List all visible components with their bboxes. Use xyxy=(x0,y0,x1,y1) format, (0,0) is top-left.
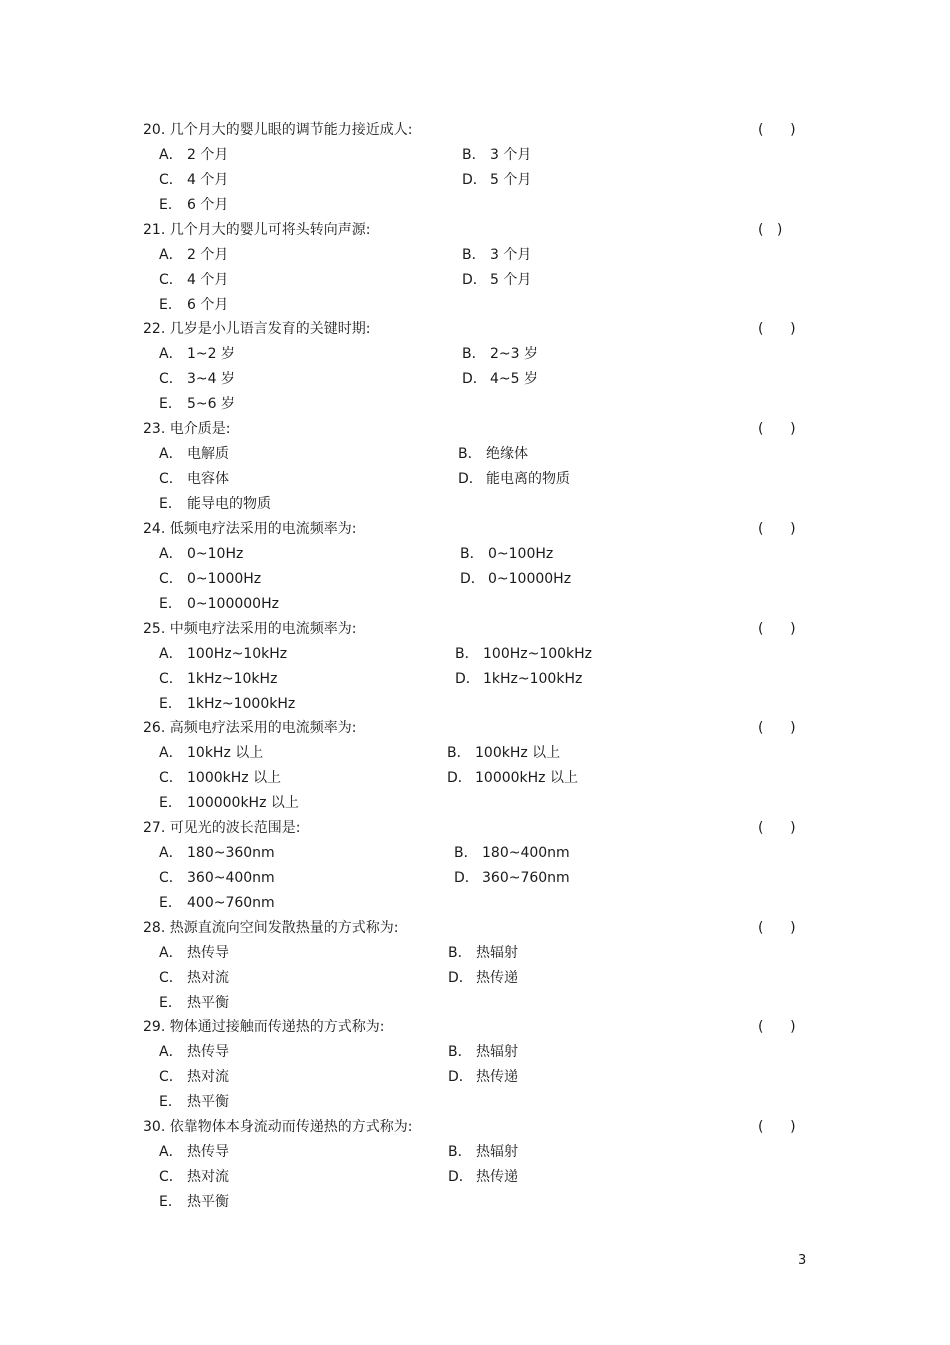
option-d xyxy=(455,668,582,690)
option-e xyxy=(159,992,229,1014)
option-a xyxy=(159,742,263,764)
option-text: 0~100Hz xyxy=(488,545,554,562)
option-c xyxy=(159,1066,229,1088)
option-b xyxy=(462,144,531,166)
option-a xyxy=(159,942,229,964)
option-b xyxy=(462,244,531,266)
option-d xyxy=(448,1166,518,1188)
option-letter: B． xyxy=(454,844,478,861)
option-text: 热平衡 xyxy=(187,1094,229,1111)
option-letter: E． xyxy=(159,1194,182,1210)
option-text: 100Hz~100kHz xyxy=(483,645,593,662)
option-letter: E． xyxy=(159,695,182,712)
option-c xyxy=(159,668,277,690)
option-c xyxy=(159,368,235,390)
question-stem: 30. 依靠物体本身流动而传递热的方式称为: xyxy=(143,1119,413,1135)
question-25 xyxy=(0,618,950,718)
question-stem: 28. 热源直流向空间发散热量的方式称为: xyxy=(143,919,399,936)
option-a xyxy=(159,842,275,864)
option-e xyxy=(159,194,228,216)
option-b xyxy=(448,942,518,964)
option-text: 热传递 xyxy=(476,1069,518,1086)
question-28 xyxy=(0,917,950,1017)
option-letter: A． xyxy=(159,844,183,861)
option-text: 5~6 岁 xyxy=(187,396,235,413)
option-text: 6 个月 xyxy=(187,296,229,313)
option-c xyxy=(159,1166,229,1188)
option-letter: D． xyxy=(460,570,485,587)
option-b xyxy=(448,1041,518,1063)
option-e xyxy=(159,493,271,515)
question-23 xyxy=(0,418,950,518)
option-letter: A． xyxy=(159,1144,183,1160)
option-b xyxy=(458,443,528,465)
question-stem: 21. 几个月大的婴儿可将头转向声源: xyxy=(143,221,371,238)
option-text: 电解质 xyxy=(187,446,229,463)
option-d xyxy=(462,269,531,291)
option-letter: E． xyxy=(159,595,182,612)
option-letter: A． xyxy=(159,645,183,662)
option-text: 0~10Hz xyxy=(187,545,244,562)
option-letter: A． xyxy=(159,545,183,562)
option-letter: D． xyxy=(462,271,487,288)
option-text: 热辐射 xyxy=(476,1144,518,1160)
option-c xyxy=(159,468,229,490)
option-c xyxy=(159,767,281,789)
option-c xyxy=(159,967,229,989)
option-b xyxy=(462,343,538,365)
option-letter: A． xyxy=(159,147,183,163)
option-text: 1kHz~10kHz xyxy=(187,670,278,687)
option-b xyxy=(460,543,553,565)
option-text: 360~400nm xyxy=(187,869,275,886)
option-a xyxy=(159,643,287,665)
option-a xyxy=(159,144,228,166)
option-text: 热平衡 xyxy=(187,1194,229,1210)
option-letter: A． xyxy=(159,944,183,961)
option-letter: A． xyxy=(159,446,183,463)
option-letter: B． xyxy=(455,645,479,662)
option-text: 360~760nm xyxy=(482,869,570,886)
option-letter: D． xyxy=(455,670,480,687)
question-22 xyxy=(0,318,950,418)
option-e xyxy=(159,792,299,814)
option-letter: D． xyxy=(447,770,472,787)
option-text: 0~10000Hz xyxy=(488,570,572,587)
option-d xyxy=(447,767,578,789)
option-d xyxy=(460,568,571,590)
option-letter: A． xyxy=(159,346,183,363)
option-letter: D． xyxy=(448,1169,473,1185)
option-e xyxy=(159,294,228,316)
option-text: 能导电的物质 xyxy=(187,496,271,513)
option-letter: D． xyxy=(454,869,479,886)
option-letter: B． xyxy=(462,246,486,263)
question-29 xyxy=(0,1016,950,1116)
option-text: 4~5 岁 xyxy=(490,371,538,388)
option-letter: C． xyxy=(159,969,183,986)
question-stem: 26. 高频电疗法采用的电流频率为: xyxy=(143,720,357,737)
option-b xyxy=(455,643,592,665)
option-letter: B． xyxy=(447,745,471,762)
option-text: 100Hz~10kHz xyxy=(187,645,288,662)
question-21 xyxy=(0,219,950,319)
answer-blank: ( ) xyxy=(758,122,796,138)
option-text: 400~760nm xyxy=(187,894,275,911)
answer-blank: ( ) xyxy=(758,221,783,238)
option-a xyxy=(159,244,228,266)
option-c xyxy=(159,867,275,889)
option-letter: D． xyxy=(462,371,487,388)
option-text: 2 个月 xyxy=(187,246,229,263)
option-text: 1000kHz 以上 xyxy=(187,770,282,787)
answer-blank: ( ) xyxy=(758,1019,796,1036)
question-stem: 25. 中频电疗法采用的电流频率为: xyxy=(143,620,357,637)
option-text: 10kHz 以上 xyxy=(187,745,264,762)
option-letter: B． xyxy=(448,944,472,961)
option-text: 1kHz~1000kHz xyxy=(187,695,296,712)
option-text: 10000kHz 以上 xyxy=(475,770,578,787)
option-b xyxy=(448,1141,518,1163)
option-text: 电容体 xyxy=(187,471,229,488)
option-b xyxy=(454,842,570,864)
option-letter: C． xyxy=(159,471,183,488)
option-text: 热平衡 xyxy=(187,994,229,1011)
option-letter: E． xyxy=(159,197,182,213)
option-d xyxy=(462,368,538,390)
option-e xyxy=(159,693,295,715)
question-stem: 27. 可见光的波长范围是: xyxy=(143,819,301,836)
option-letter: E． xyxy=(159,496,182,513)
option-letter: C． xyxy=(159,869,183,886)
answer-blank: ( ) xyxy=(758,720,796,737)
question-24 xyxy=(0,518,950,618)
option-text: 5 个月 xyxy=(490,172,532,188)
option-text: 热对流 xyxy=(187,969,229,986)
option-a xyxy=(159,543,243,565)
question-20 xyxy=(0,119,950,219)
option-text: 热对流 xyxy=(187,1169,229,1185)
answer-blank: ( ) xyxy=(758,819,796,836)
option-c xyxy=(159,169,228,191)
option-letter: E． xyxy=(159,1094,182,1111)
option-letter: A． xyxy=(159,745,183,762)
answer-blank: ( ) xyxy=(758,321,796,338)
option-d xyxy=(448,967,518,989)
option-letter: C． xyxy=(159,271,183,288)
option-d xyxy=(458,468,570,490)
option-c xyxy=(159,568,261,590)
option-text: 热传导 xyxy=(187,1044,229,1061)
answer-blank: ( ) xyxy=(758,620,796,637)
option-text: 1kHz~100kHz xyxy=(483,670,583,687)
question-30 xyxy=(0,1116,950,1216)
option-letter: C． xyxy=(159,770,183,787)
option-a xyxy=(159,343,235,365)
option-text: 180~400nm xyxy=(482,844,570,861)
question-stem: 24. 低频电疗法采用的电流频率为: xyxy=(143,520,357,537)
option-text: 热辐射 xyxy=(476,944,518,961)
option-letter: B． xyxy=(462,346,486,363)
option-text: 4 个月 xyxy=(187,172,229,188)
option-letter: C． xyxy=(159,570,183,587)
option-text: 0~1000Hz xyxy=(187,570,262,587)
option-e xyxy=(159,593,279,615)
question-stem: 23. 电介质是: xyxy=(143,421,231,438)
option-a xyxy=(159,443,229,465)
option-text: 3 个月 xyxy=(490,246,532,263)
option-text: 绝缘体 xyxy=(486,446,528,463)
option-letter: C． xyxy=(159,1069,183,1086)
answer-blank: ( ) xyxy=(758,919,796,936)
answer-blank: ( ) xyxy=(758,421,796,438)
option-c xyxy=(159,269,228,291)
option-letter: C． xyxy=(159,1169,183,1185)
option-letter: B． xyxy=(458,446,482,463)
option-letter: D． xyxy=(458,471,483,488)
option-letter: D． xyxy=(448,969,473,986)
option-text: 热对流 xyxy=(187,1069,229,1086)
option-text: 热传递 xyxy=(476,969,518,986)
option-letter: D． xyxy=(448,1069,473,1086)
answer-blank: ( ) xyxy=(758,520,796,537)
option-e xyxy=(159,892,275,914)
option-d xyxy=(454,867,570,889)
option-letter: E． xyxy=(159,396,182,413)
option-text: 4 个月 xyxy=(187,271,229,288)
option-d xyxy=(448,1066,518,1088)
option-text: 100000kHz 以上 xyxy=(187,795,299,812)
option-text: 100kHz 以上 xyxy=(475,745,561,762)
option-letter: E． xyxy=(159,994,182,1011)
option-letter: E． xyxy=(159,894,182,911)
option-letter: D． xyxy=(462,172,487,188)
option-text: 3~4 岁 xyxy=(187,371,235,388)
option-letter: C． xyxy=(159,371,183,388)
option-letter: B． xyxy=(448,1144,472,1160)
option-text: 180~360nm xyxy=(187,844,275,861)
option-a xyxy=(159,1141,229,1163)
option-text: 能电离的物质 xyxy=(486,471,570,488)
option-text: 5 个月 xyxy=(490,271,532,288)
option-text: 热辐射 xyxy=(476,1044,518,1061)
option-e xyxy=(159,393,235,415)
option-text: 热传导 xyxy=(187,944,229,961)
option-letter: B． xyxy=(448,1044,472,1061)
option-letter: B． xyxy=(460,545,484,562)
option-text: 1~2 岁 xyxy=(187,346,235,363)
option-e xyxy=(159,1191,229,1213)
option-letter: E． xyxy=(159,795,182,812)
question-27 xyxy=(0,817,950,917)
question-stem: 22. 几岁是小儿语言发育的关键时期: xyxy=(143,321,371,338)
option-letter: A． xyxy=(159,1044,183,1061)
question-stem: 20. 几个月大的婴儿眼的调节能力接近成人: xyxy=(143,122,413,138)
option-text: 热传导 xyxy=(187,1144,229,1160)
option-text: 2~3 岁 xyxy=(490,346,538,363)
answer-blank: ( ) xyxy=(758,1119,796,1135)
option-a xyxy=(159,1041,229,1063)
option-d xyxy=(462,169,531,191)
option-text: 2 个月 xyxy=(187,147,229,163)
option-b xyxy=(447,742,560,764)
option-letter: A． xyxy=(159,246,183,263)
option-text: 6 个月 xyxy=(187,197,229,213)
option-letter: E． xyxy=(159,296,182,313)
option-letter: B． xyxy=(462,147,486,163)
question-stem: 29. 物体通过接触而传递热的方式称为: xyxy=(143,1019,385,1036)
option-text: 0~100000Hz xyxy=(187,595,279,612)
option-text: 热传递 xyxy=(476,1169,518,1185)
option-text: 3 个月 xyxy=(490,147,532,163)
option-letter: C． xyxy=(159,172,183,188)
option-letter: C． xyxy=(159,670,183,687)
question-26 xyxy=(0,717,950,817)
option-e xyxy=(159,1091,229,1113)
page-number: 3 xyxy=(798,1253,807,1268)
